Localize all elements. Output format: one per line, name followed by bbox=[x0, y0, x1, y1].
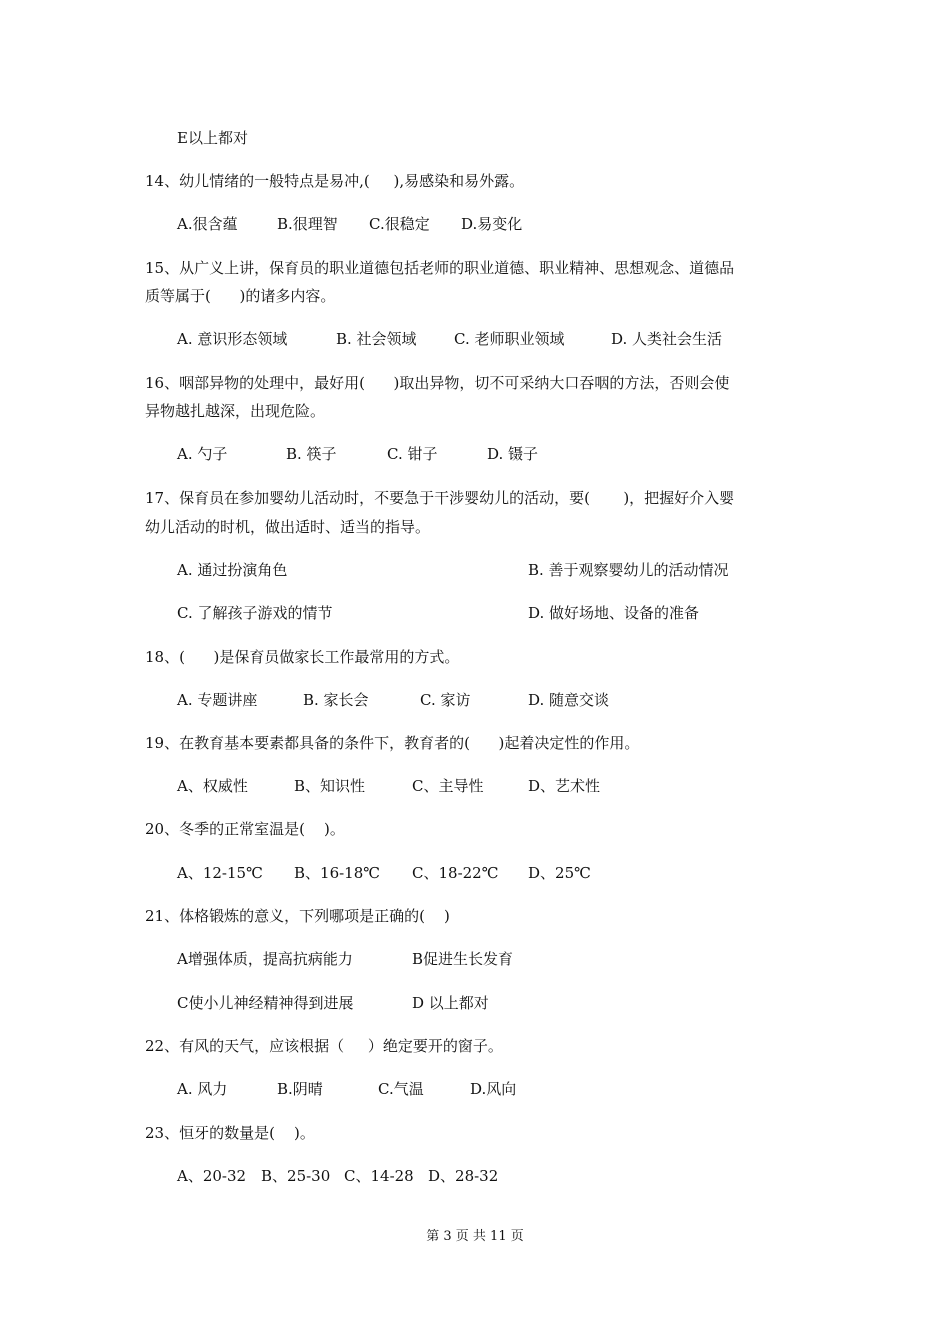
question-16-line-2: 异物越扎越深，出现危险。 bbox=[145, 402, 326, 420]
option: B. 筷子 bbox=[286, 445, 337, 463]
option: C、14-28 bbox=[344, 1167, 414, 1185]
option: B、知识性 bbox=[294, 777, 366, 795]
option: B.阴晴 bbox=[277, 1080, 323, 1098]
option: D. 镊子 bbox=[487, 445, 539, 463]
option: A. 专题讲座 bbox=[177, 691, 258, 709]
option: D 以上都对 bbox=[412, 994, 489, 1012]
question-23: 23、恒牙的数量是( )。 bbox=[145, 1124, 315, 1142]
option: B. 社会领域 bbox=[336, 330, 417, 348]
option: D、25℃ bbox=[528, 864, 591, 882]
option: A. 通过扮演角色 bbox=[177, 561, 288, 579]
option: B. 家长会 bbox=[303, 691, 369, 709]
question-21: 21、体格锻炼的意义，下列哪项是正确的( ) bbox=[145, 907, 450, 925]
option: B、25-30 bbox=[261, 1167, 331, 1185]
option: C. 钳子 bbox=[387, 445, 438, 463]
option: C. 家访 bbox=[420, 691, 471, 709]
option: C、主导性 bbox=[412, 777, 484, 795]
option: D.易变化 bbox=[461, 215, 523, 233]
option: A、12-15℃ bbox=[177, 864, 263, 882]
option: C. 老师职业领域 bbox=[454, 330, 565, 348]
option: A.很含蕴 bbox=[177, 215, 238, 233]
question-18: 18、( )是保育员做家长工作最常用的方式。 bbox=[145, 648, 460, 666]
page-footer: 第 3 页 共 11 页 bbox=[426, 1229, 524, 1244]
option: A. 意识形态领域 bbox=[177, 330, 288, 348]
option: D. 随意交谈 bbox=[528, 691, 610, 709]
option: A增强体质，提高抗病能力 bbox=[177, 950, 353, 968]
option: C使小儿神经精神得到进展 bbox=[177, 994, 354, 1012]
option: A. 风力 bbox=[177, 1080, 228, 1098]
option: B、16-18℃ bbox=[294, 864, 381, 882]
option: B. 善于观察婴幼儿的活动情况 bbox=[528, 561, 729, 579]
question-19: 19、在教育基本要素都具备的条件下，教育者的( )起着决定性的作用。 bbox=[145, 734, 640, 752]
option: C. 了解孩子游戏的情节 bbox=[177, 604, 333, 622]
option: D. 人类社会生活 bbox=[611, 330, 723, 348]
option: B.很理智 bbox=[277, 215, 338, 233]
option: A、权威性 bbox=[177, 777, 248, 795]
question-16-line-1: 16、咽部异物的处理中，最好用( )取出异物，切不可采纳大口吞咽的方法，否则会使 bbox=[145, 374, 730, 392]
question-22: 22、有风的天气，应该根据（ ）绝定要开的窗子。 bbox=[145, 1037, 503, 1055]
option: A、20-32 bbox=[177, 1167, 247, 1185]
option: D、艺术性 bbox=[528, 777, 601, 795]
question-15-line-1: 15、从广义上讲，保育员的职业道德包括老师的职业道德、职业精神、思想观念、道德品 bbox=[145, 259, 735, 277]
question-15-line-2: 质等属于( )的诸多内容。 bbox=[145, 287, 336, 305]
question-14: 14、幼儿情绪的一般特点是易冲,( ),易感染和易外露。 bbox=[145, 172, 525, 190]
question-17-line-2: 幼儿活动的时机，做出适时、适当的指导。 bbox=[145, 518, 431, 536]
option: C.气温 bbox=[378, 1080, 424, 1098]
question-17-line-1: 17、保育员在参加婴幼儿活动时，不要急于干涉婴幼儿的活动，要( )，把握好介入婴 bbox=[145, 489, 735, 507]
question-20: 20、冬季的正常室温是( )。 bbox=[145, 820, 345, 838]
option: D、28-32 bbox=[428, 1167, 499, 1185]
option-line: E以上都对 bbox=[177, 129, 248, 147]
option: C、18-22℃ bbox=[412, 864, 499, 882]
option: A. 勺子 bbox=[177, 445, 228, 463]
option: B促进生长发育 bbox=[412, 950, 514, 968]
option: D. 做好场地、设备的准备 bbox=[528, 604, 700, 622]
option: D.风向 bbox=[470, 1080, 517, 1098]
option: C.很稳定 bbox=[369, 215, 430, 233]
